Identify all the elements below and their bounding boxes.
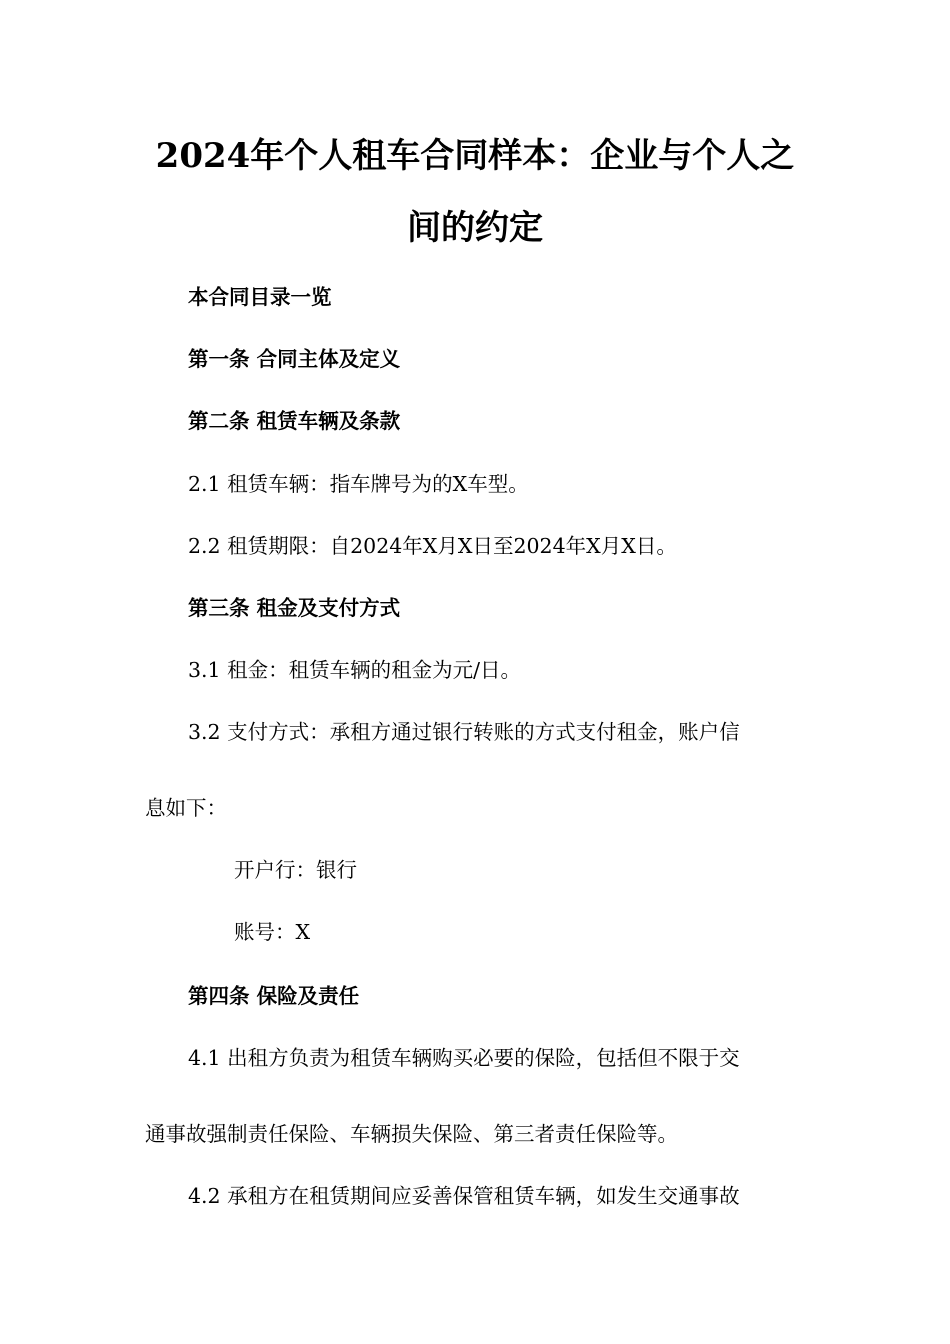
clause-3-2-line-1: 3.2 支付方式：承租方通过银行转账的方式支付租金，账户信 <box>188 720 740 744</box>
article-4-heading: 第四条 保险及责任 <box>188 984 360 1008</box>
article-2-heading: 第二条 租赁车辆及条款 <box>188 409 401 433</box>
document-title-line-2: 间的约定 <box>407 208 543 248</box>
clause-3-2-line-2: 息如下： <box>145 796 227 820</box>
clause-3-1: 3.1 租金：租赁车辆的租金为元/日。 <box>188 658 522 682</box>
clause-4-1-line-1: 4.1 出租方负责为租赁车辆购买必要的保险，包括但不限于交 <box>188 1046 740 1070</box>
document-title-line-1: 2024年个人租车合同样本：企业与个人之 <box>155 136 795 176</box>
clause-2-1: 2.1 租赁车辆：指车牌号为的X车型。 <box>188 472 529 496</box>
clause-2-2: 2.2 租赁期限：自2024年X月X日至2024年X月X日。 <box>188 534 677 558</box>
account-number: 账号：X <box>234 920 311 944</box>
article-1-heading: 第一条 合同主体及定义 <box>188 347 401 371</box>
article-3-heading: 第三条 租金及支付方式 <box>188 596 401 620</box>
clause-4-2-line-1: 4.2 承租方在租赁期间应妥善保管租赁车辆，如发生交通事故 <box>188 1184 740 1208</box>
bank-name: 开户行：银行 <box>234 858 357 882</box>
toc-heading: 本合同目录一览 <box>188 285 332 309</box>
clause-4-1-line-2: 通事故强制责任保险、车辆损失保险、第三者责任保险等。 <box>145 1122 678 1146</box>
